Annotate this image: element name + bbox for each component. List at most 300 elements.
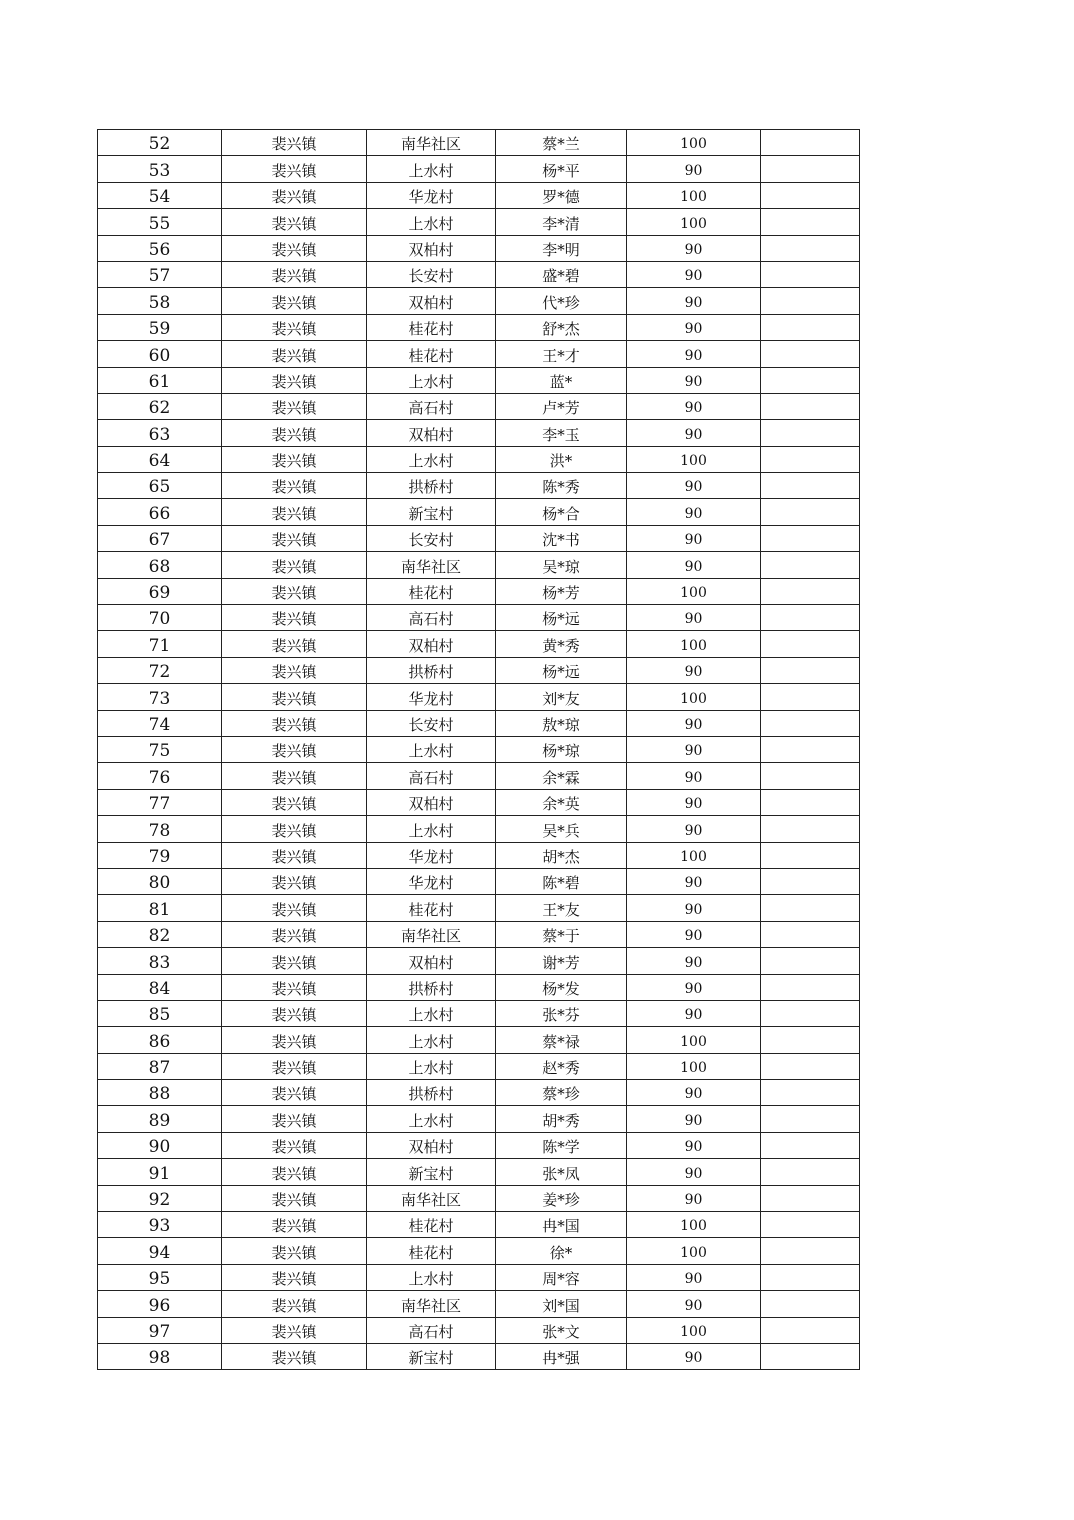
row-number-cell: 74: [98, 710, 222, 736]
amount-cell: 90: [627, 552, 761, 578]
town-cell: 裴兴镇: [222, 209, 367, 235]
village-cell: 拱桥村: [367, 473, 496, 499]
amount-cell: 90: [627, 1343, 761, 1369]
table-row: [98, 288, 860, 314]
village-cell: 南华社区: [367, 1291, 496, 1317]
name-cell: 杨*琼: [496, 736, 627, 762]
row-number-cell: 61: [98, 367, 222, 393]
remark-cell: [761, 261, 860, 287]
remark-cell: [761, 710, 860, 736]
town-cell: 裴兴镇: [222, 130, 367, 156]
name-cell: 周*容: [496, 1264, 627, 1290]
table-row: [98, 420, 860, 446]
village-cell: 南华社区: [367, 552, 496, 578]
row-number-cell: 86: [98, 1027, 222, 1053]
name-cell: 李*清: [496, 209, 627, 235]
amount-cell: 90: [627, 499, 761, 525]
village-cell: 桂花村: [367, 1212, 496, 1238]
row-number-cell: 94: [98, 1238, 222, 1264]
row-number-cell: 87: [98, 1053, 222, 1079]
row-number-cell: 78: [98, 816, 222, 842]
row-number-cell: 68: [98, 552, 222, 578]
remark-cell: [761, 209, 860, 235]
table-row: [98, 1106, 860, 1132]
row-number-cell: 75: [98, 736, 222, 762]
row-number-cell: 80: [98, 868, 222, 894]
table-row: [98, 578, 860, 604]
row-number-cell: 76: [98, 763, 222, 789]
name-cell: 张*芬: [496, 1000, 627, 1026]
village-cell: 上水村: [367, 1053, 496, 1079]
remark-cell: [761, 895, 860, 921]
table-row: [98, 1238, 860, 1264]
town-cell: 裴兴镇: [222, 763, 367, 789]
table-row: [98, 552, 860, 578]
village-cell: 长安村: [367, 710, 496, 736]
row-number-cell: 97: [98, 1317, 222, 1343]
amount-cell: 90: [627, 1106, 761, 1132]
remark-cell: [761, 948, 860, 974]
remark-cell: [761, 631, 860, 657]
name-cell: 刘*友: [496, 684, 627, 710]
amount-cell: 90: [627, 763, 761, 789]
remark-cell: [761, 1212, 860, 1238]
village-cell: 高石村: [367, 605, 496, 631]
row-number-cell: 58: [98, 288, 222, 314]
row-number-cell: 56: [98, 235, 222, 261]
village-cell: 上水村: [367, 1000, 496, 1026]
row-number-cell: 52: [98, 130, 222, 156]
amount-cell: 90: [627, 314, 761, 340]
table-row: [98, 473, 860, 499]
table-row: [98, 868, 860, 894]
town-cell: 裴兴镇: [222, 499, 367, 525]
town-cell: 裴兴镇: [222, 341, 367, 367]
row-number-cell: 84: [98, 974, 222, 1000]
table-row: [98, 763, 860, 789]
remark-cell: [761, 868, 860, 894]
row-number-cell: 63: [98, 420, 222, 446]
village-cell: 上水村: [367, 156, 496, 182]
remark-cell: [761, 921, 860, 947]
remark-cell: [761, 842, 860, 868]
row-number-cell: 73: [98, 684, 222, 710]
name-cell: 李*明: [496, 235, 627, 261]
row-number-cell: 53: [98, 156, 222, 182]
town-cell: 裴兴镇: [222, 1212, 367, 1238]
table-row: [98, 816, 860, 842]
row-number-cell: 71: [98, 631, 222, 657]
town-cell: 裴兴镇: [222, 261, 367, 287]
town-cell: 裴兴镇: [222, 1053, 367, 1079]
row-number-cell: 64: [98, 446, 222, 472]
remark-cell: [761, 156, 860, 182]
name-cell: 吴*兵: [496, 816, 627, 842]
table-row: [98, 1212, 860, 1238]
amount-cell: 100: [627, 1053, 761, 1079]
town-cell: 裴兴镇: [222, 525, 367, 551]
table-row: [98, 525, 860, 551]
table-row: [98, 1000, 860, 1026]
remark-cell: [761, 1027, 860, 1053]
town-cell: 裴兴镇: [222, 552, 367, 578]
name-cell: 杨*合: [496, 499, 627, 525]
village-cell: 上水村: [367, 1264, 496, 1290]
row-number-cell: 93: [98, 1212, 222, 1238]
remark-cell: [761, 1291, 860, 1317]
town-cell: 裴兴镇: [222, 736, 367, 762]
name-cell: 姜*珍: [496, 1185, 627, 1211]
name-cell: 杨*发: [496, 974, 627, 1000]
table-row: [98, 657, 860, 683]
village-cell: 上水村: [367, 446, 496, 472]
amount-cell: 90: [627, 816, 761, 842]
table-row: [98, 446, 860, 472]
remark-cell: [761, 974, 860, 1000]
village-cell: 桂花村: [367, 341, 496, 367]
name-cell: 黄*秀: [496, 631, 627, 657]
name-cell: 冉*强: [496, 1343, 627, 1369]
amount-cell: 100: [627, 209, 761, 235]
amount-cell: 90: [627, 1159, 761, 1185]
village-cell: 拱桥村: [367, 1080, 496, 1106]
remark-cell: [761, 420, 860, 446]
remark-cell: [761, 288, 860, 314]
name-cell: 张*凤: [496, 1159, 627, 1185]
town-cell: 裴兴镇: [222, 1264, 367, 1290]
remark-cell: [761, 1238, 860, 1264]
remark-cell: [761, 1080, 860, 1106]
row-number-cell: 59: [98, 314, 222, 340]
village-cell: 双柏村: [367, 420, 496, 446]
name-cell: 舒*杰: [496, 314, 627, 340]
name-cell: 蓝*: [496, 367, 627, 393]
row-number-cell: 96: [98, 1291, 222, 1317]
name-cell: 胡*秀: [496, 1106, 627, 1132]
remark-cell: [761, 1159, 860, 1185]
name-cell: 余*霖: [496, 763, 627, 789]
name-cell: 蔡*于: [496, 921, 627, 947]
remark-cell: [761, 1317, 860, 1343]
town-cell: 裴兴镇: [222, 710, 367, 736]
town-cell: 裴兴镇: [222, 1291, 367, 1317]
amount-cell: 90: [627, 789, 761, 815]
town-cell: 裴兴镇: [222, 974, 367, 1000]
table-row: [98, 974, 860, 1000]
amount-cell: 100: [627, 130, 761, 156]
town-cell: 裴兴镇: [222, 684, 367, 710]
remark-cell: [761, 499, 860, 525]
village-cell: 桂花村: [367, 314, 496, 340]
town-cell: 裴兴镇: [222, 1132, 367, 1158]
town-cell: 裴兴镇: [222, 420, 367, 446]
name-cell: 赵*秀: [496, 1053, 627, 1079]
amount-cell: 90: [627, 1000, 761, 1026]
row-number-cell: 81: [98, 895, 222, 921]
remark-cell: [761, 763, 860, 789]
village-cell: 双柏村: [367, 288, 496, 314]
remark-cell: [761, 578, 860, 604]
town-cell: 裴兴镇: [222, 631, 367, 657]
town-cell: 裴兴镇: [222, 1080, 367, 1106]
village-cell: 高石村: [367, 393, 496, 419]
name-cell: 胡*杰: [496, 842, 627, 868]
name-cell: 王*才: [496, 341, 627, 367]
remark-cell: [761, 736, 860, 762]
row-number-cell: 69: [98, 578, 222, 604]
remark-cell: [761, 1264, 860, 1290]
village-cell: 拱桥村: [367, 974, 496, 1000]
name-cell: 蔡*兰: [496, 130, 627, 156]
village-cell: 双柏村: [367, 235, 496, 261]
remark-cell: [761, 605, 860, 631]
amount-cell: 90: [627, 736, 761, 762]
village-cell: 上水村: [367, 367, 496, 393]
table-row: [98, 736, 860, 762]
remark-cell: [761, 182, 860, 208]
remark-cell: [761, 446, 860, 472]
amount-cell: 90: [627, 710, 761, 736]
village-cell: 南华社区: [367, 921, 496, 947]
remark-cell: [761, 1106, 860, 1132]
amount-cell: 90: [627, 473, 761, 499]
amount-cell: 100: [627, 446, 761, 472]
row-number-cell: 92: [98, 1185, 222, 1211]
name-cell: 谢*芳: [496, 948, 627, 974]
row-number-cell: 54: [98, 182, 222, 208]
village-cell: 桂花村: [367, 578, 496, 604]
row-number-cell: 83: [98, 948, 222, 974]
town-cell: 裴兴镇: [222, 367, 367, 393]
amount-cell: 90: [627, 420, 761, 446]
table-row: [98, 1343, 860, 1369]
table-body: [98, 130, 860, 1370]
town-cell: 裴兴镇: [222, 842, 367, 868]
name-cell: 陈*学: [496, 1132, 627, 1158]
name-cell: 杨*芳: [496, 578, 627, 604]
remark-cell: [761, 341, 860, 367]
town-cell: 裴兴镇: [222, 235, 367, 261]
village-cell: 拱桥村: [367, 657, 496, 683]
town-cell: 裴兴镇: [222, 895, 367, 921]
remark-cell: [761, 1000, 860, 1026]
remark-cell: [761, 789, 860, 815]
amount-cell: 90: [627, 868, 761, 894]
town-cell: 裴兴镇: [222, 921, 367, 947]
name-cell: 陈*秀: [496, 473, 627, 499]
town-cell: 裴兴镇: [222, 182, 367, 208]
village-cell: 上水村: [367, 1106, 496, 1132]
row-number-cell: 91: [98, 1159, 222, 1185]
town-cell: 裴兴镇: [222, 1000, 367, 1026]
row-number-cell: 55: [98, 209, 222, 235]
amount-cell: 90: [627, 235, 761, 261]
amount-cell: 100: [627, 1317, 761, 1343]
amount-cell: 90: [627, 156, 761, 182]
amount-cell: 90: [627, 1080, 761, 1106]
row-number-cell: 90: [98, 1132, 222, 1158]
name-cell: 刘*国: [496, 1291, 627, 1317]
village-cell: 华龙村: [367, 684, 496, 710]
amount-cell: 100: [627, 1238, 761, 1264]
name-cell: 吴*琼: [496, 552, 627, 578]
name-cell: 余*英: [496, 789, 627, 815]
remark-cell: [761, 473, 860, 499]
name-cell: 杨*远: [496, 605, 627, 631]
table-row: [98, 367, 860, 393]
amount-cell: 100: [627, 631, 761, 657]
remark-cell: [761, 393, 860, 419]
village-cell: 双柏村: [367, 789, 496, 815]
remark-cell: [761, 657, 860, 683]
remark-cell: [761, 816, 860, 842]
amount-cell: 90: [627, 1264, 761, 1290]
village-cell: 华龙村: [367, 182, 496, 208]
table-row: [98, 1027, 860, 1053]
table-row: [98, 1185, 860, 1211]
row-number-cell: 62: [98, 393, 222, 419]
table-row: [98, 842, 860, 868]
amount-cell: 90: [627, 341, 761, 367]
name-cell: 代*珍: [496, 288, 627, 314]
town-cell: 裴兴镇: [222, 1317, 367, 1343]
amount-cell: 90: [627, 1132, 761, 1158]
table-row: [98, 605, 860, 631]
remark-cell: [761, 1185, 860, 1211]
town-cell: 裴兴镇: [222, 288, 367, 314]
village-cell: 华龙村: [367, 868, 496, 894]
row-number-cell: 85: [98, 1000, 222, 1026]
table-row: [98, 1291, 860, 1317]
table-row: [98, 895, 860, 921]
remark-cell: [761, 684, 860, 710]
table-row: [98, 314, 860, 340]
table-row: [98, 1264, 860, 1290]
amount-cell: 100: [627, 684, 761, 710]
table-row: [98, 499, 860, 525]
row-number-cell: 57: [98, 261, 222, 287]
town-cell: 裴兴镇: [222, 605, 367, 631]
name-cell: 蔡*禄: [496, 1027, 627, 1053]
table-row: [98, 631, 860, 657]
name-cell: 罗*德: [496, 182, 627, 208]
town-cell: 裴兴镇: [222, 1159, 367, 1185]
table-row: [98, 130, 860, 156]
table-row: [98, 261, 860, 287]
row-number-cell: 66: [98, 499, 222, 525]
name-cell: 徐*: [496, 1238, 627, 1264]
row-number-cell: 79: [98, 842, 222, 868]
table-row: [98, 1132, 860, 1158]
table-row: [98, 710, 860, 736]
village-cell: 双柏村: [367, 948, 496, 974]
row-number-cell: 60: [98, 341, 222, 367]
table-row: [98, 1080, 860, 1106]
town-cell: 裴兴镇: [222, 868, 367, 894]
row-number-cell: 89: [98, 1106, 222, 1132]
village-cell: 南华社区: [367, 1185, 496, 1211]
amount-cell: 90: [627, 367, 761, 393]
table-row: [98, 1159, 860, 1185]
amount-cell: 90: [627, 605, 761, 631]
village-cell: 高石村: [367, 763, 496, 789]
remark-cell: [761, 525, 860, 551]
village-cell: 新宝村: [367, 499, 496, 525]
table-row: [98, 156, 860, 182]
town-cell: 裴兴镇: [222, 1238, 367, 1264]
name-cell: 蔡*珍: [496, 1080, 627, 1106]
town-cell: 裴兴镇: [222, 156, 367, 182]
village-cell: 华龙村: [367, 842, 496, 868]
amount-cell: 90: [627, 974, 761, 1000]
amount-cell: 90: [627, 948, 761, 974]
name-cell: 杨*远: [496, 657, 627, 683]
village-cell: 桂花村: [367, 895, 496, 921]
amount-cell: 100: [627, 1212, 761, 1238]
remark-cell: [761, 552, 860, 578]
amount-cell: 90: [627, 921, 761, 947]
table-row: [98, 948, 860, 974]
row-number-cell: 98: [98, 1343, 222, 1369]
name-cell: 盛*碧: [496, 261, 627, 287]
town-cell: 裴兴镇: [222, 657, 367, 683]
town-cell: 裴兴镇: [222, 578, 367, 604]
table-row: [98, 182, 860, 208]
row-number-cell: 82: [98, 921, 222, 947]
table-row: [98, 1053, 860, 1079]
town-cell: 裴兴镇: [222, 473, 367, 499]
village-cell: 上水村: [367, 209, 496, 235]
amount-cell: 90: [627, 1291, 761, 1317]
village-cell: 双柏村: [367, 1132, 496, 1158]
name-cell: 陈*碧: [496, 868, 627, 894]
row-number-cell: 72: [98, 657, 222, 683]
village-cell: 上水村: [367, 736, 496, 762]
row-number-cell: 67: [98, 525, 222, 551]
name-cell: 洪*: [496, 446, 627, 472]
town-cell: 裴兴镇: [222, 1343, 367, 1369]
table-row: [98, 209, 860, 235]
name-cell: 冉*国: [496, 1212, 627, 1238]
amount-cell: 90: [627, 393, 761, 419]
table-row: [98, 1317, 860, 1343]
remark-cell: [761, 1053, 860, 1079]
row-number-cell: 95: [98, 1264, 222, 1290]
row-number-cell: 70: [98, 605, 222, 631]
village-cell: 上水村: [367, 816, 496, 842]
table-row: [98, 789, 860, 815]
name-cell: 张*文: [496, 1317, 627, 1343]
name-cell: 卢*芳: [496, 393, 627, 419]
remark-cell: [761, 1132, 860, 1158]
name-cell: 李*玉: [496, 420, 627, 446]
amount-cell: 90: [627, 525, 761, 551]
row-number-cell: 65: [98, 473, 222, 499]
village-cell: 长安村: [367, 261, 496, 287]
amount-cell: 90: [627, 261, 761, 287]
row-number-cell: 77: [98, 789, 222, 815]
amount-cell: 100: [627, 578, 761, 604]
town-cell: 裴兴镇: [222, 314, 367, 340]
row-number-cell: 88: [98, 1080, 222, 1106]
name-cell: 王*友: [496, 895, 627, 921]
remark-cell: [761, 314, 860, 340]
data-table: [97, 129, 860, 1370]
village-cell: 新宝村: [367, 1343, 496, 1369]
town-cell: 裴兴镇: [222, 1027, 367, 1053]
amount-cell: 100: [627, 1027, 761, 1053]
amount-cell: 100: [627, 842, 761, 868]
